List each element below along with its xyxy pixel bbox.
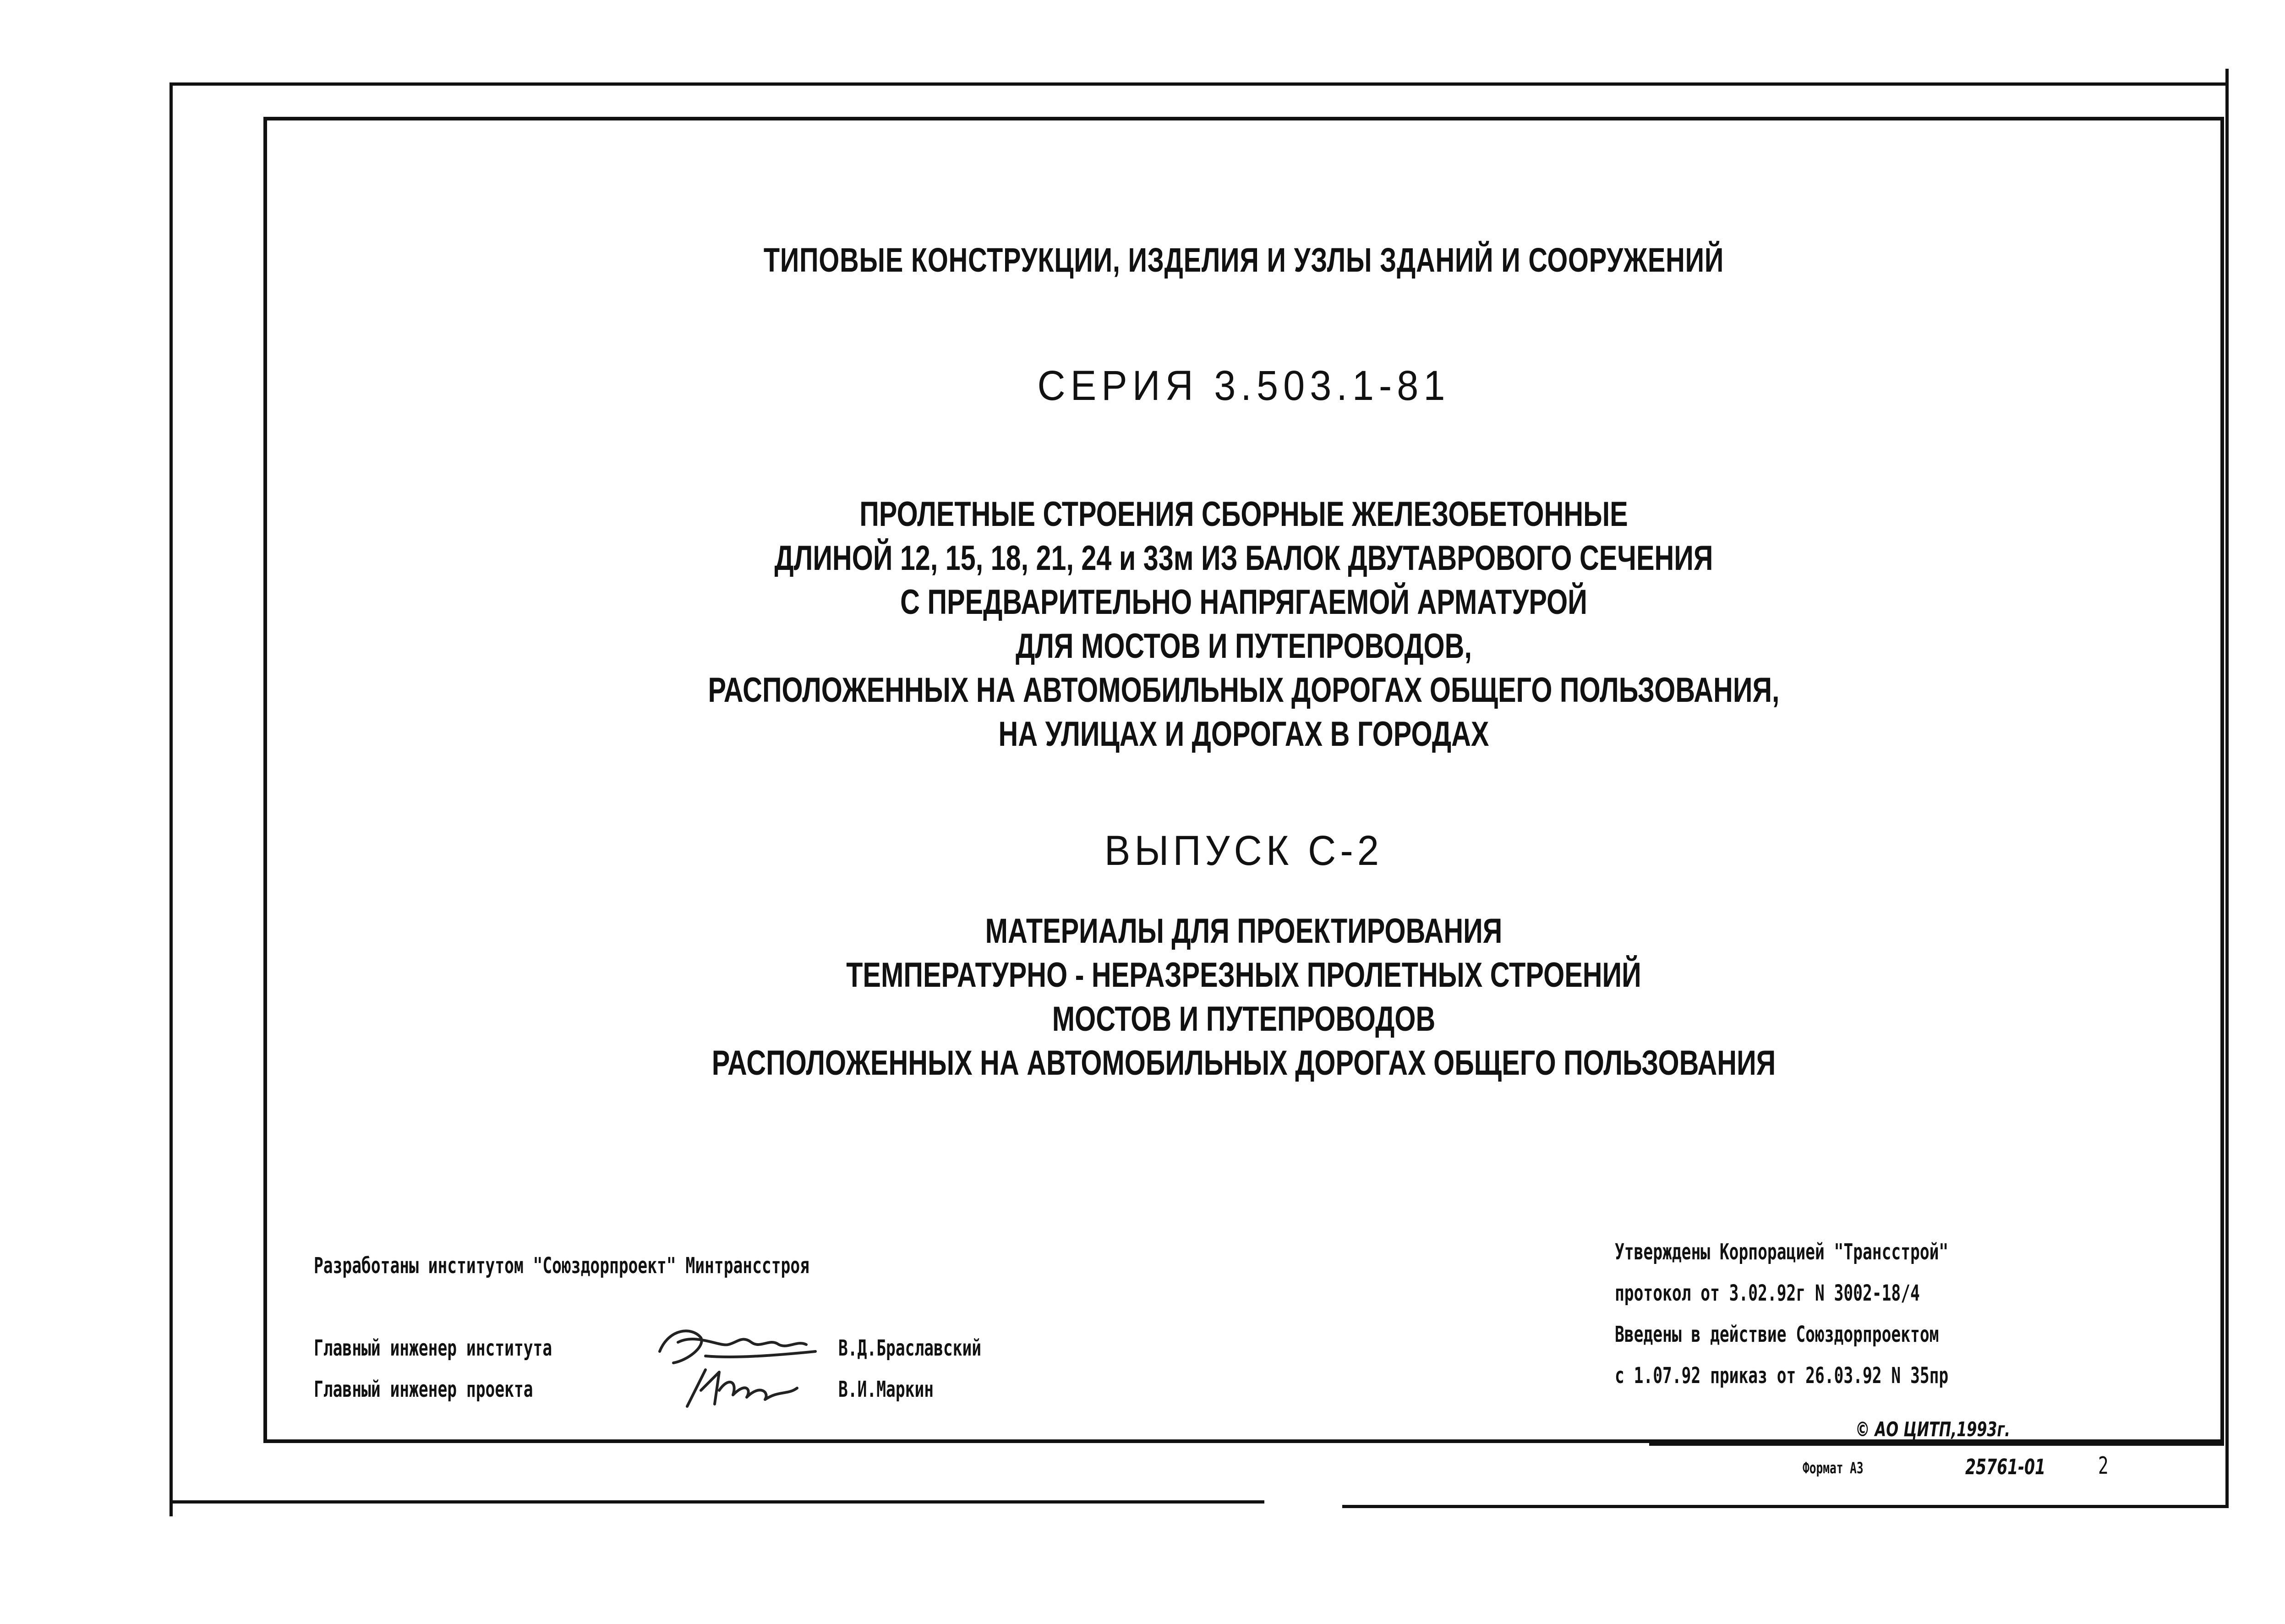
signature-braslavsky <box>651 1319 825 1370</box>
chief-institute-role: Главный инженер института <box>314 1335 552 1361</box>
outer-frame-top <box>169 82 2229 86</box>
sub-title-line: РАСПОЛОЖЕННЫХ НА АВТОМОБИЛЬНЫХ ДОРОГАХ ОБЩЕГО ПОЛЬЗОВАНИЯ <box>711 1044 1776 1083</box>
copyright: © АО ЦИТП,1993г. <box>1855 1418 2011 1441</box>
chief-institute-name: В.Д.Браславский <box>838 1335 982 1361</box>
approval-line: Утверждены Корпорацией "Трансстрой" <box>1615 1239 1949 1265</box>
outer-frame-bottom-right <box>1342 1505 2229 1508</box>
issue-number: ВЫПУСК С-2 <box>1104 827 1383 874</box>
format-label: Формат А3 <box>1803 1459 1864 1477</box>
signature-markin <box>673 1363 811 1413</box>
main-title-line: ДЛИНОЙ 12, 15, 18, 21, 24 и 33м ИЗ БАЛОК ДВУТАВРОВОГО СЕЧЕНИЯ <box>774 539 1713 578</box>
chief-project-name: В.И.Маркин <box>838 1377 934 1402</box>
series-number: СЕРИЯ 3.503.1-81 <box>1037 362 1450 409</box>
sub-title-line: МАТЕРИАЛЫ ДЛЯ ПРОЕКТИРОВАНИЯ <box>985 912 1503 951</box>
sub-title-line: ТЕМПЕРАТУРНО - НЕРАЗРЕЗНЫХ ПРОЛЕТНЫХ СТРОЕНИЙ <box>846 956 1641 995</box>
main-title-line: ПРОЛЕТНЫЕ СТРОЕНИЯ СБОРНЫЕ ЖЕЛЕЗОБЕТОННЫЕ <box>859 495 1628 534</box>
outer-frame-bottom-left <box>169 1500 1264 1504</box>
sub-title-line: МОСТОВ И ПУТЕПРОВОДОВ <box>1052 1000 1436 1039</box>
approval-line: Введены в действие Союздорпроектом <box>1615 1322 1939 1347</box>
approval-line: с 1.07.92 приказ от 26.03.92 N 35пр <box>1615 1363 1949 1389</box>
approval-line: протокол от 3.02.92г N 3002-18/4 <box>1615 1280 1920 1306</box>
chief-project-role: Главный инженер проекта <box>314 1377 533 1402</box>
header-title: ТИПОВЫЕ КОНСТРУКЦИИ, ИЗДЕЛИЯ И УЗЛЫ ЗДАНИЙ И СООРУЖЕНИЙ <box>763 241 1724 279</box>
main-title-line: НА УЛИЦАХ И ДОРОГАХ В ГОРОДАХ <box>998 715 1489 754</box>
document-number: 25761-01 <box>1965 1454 2046 1479</box>
main-title-line: РАСПОЛОЖЕННЫХ НА АВТОМОБИЛЬНЫХ ДОРОГАХ ОБЩЕГО ПОЛЬЗОВАНИЯ, <box>708 671 1780 710</box>
main-title <box>479 492 2008 756</box>
outer-frame-right <box>2225 69 2229 1505</box>
main-title-line: С ПРЕДВАРИТЕЛЬНО НАПРЯГАЕМОЙ АРМАТУРОЙ <box>900 583 1587 622</box>
main-title-line: ДЛЯ МОСТОВ И ПУТЕПРОВОДОВ, <box>1016 627 1472 666</box>
sheet-number: 2 <box>2098 1452 2109 1480</box>
outer-frame-left <box>169 82 173 1516</box>
developer-text: Разработаны институтом "Союздорпроект" Минтрансстроя <box>314 1253 809 1279</box>
stamp-underline <box>1649 1443 2224 1446</box>
sub-title <box>479 909 2008 1085</box>
